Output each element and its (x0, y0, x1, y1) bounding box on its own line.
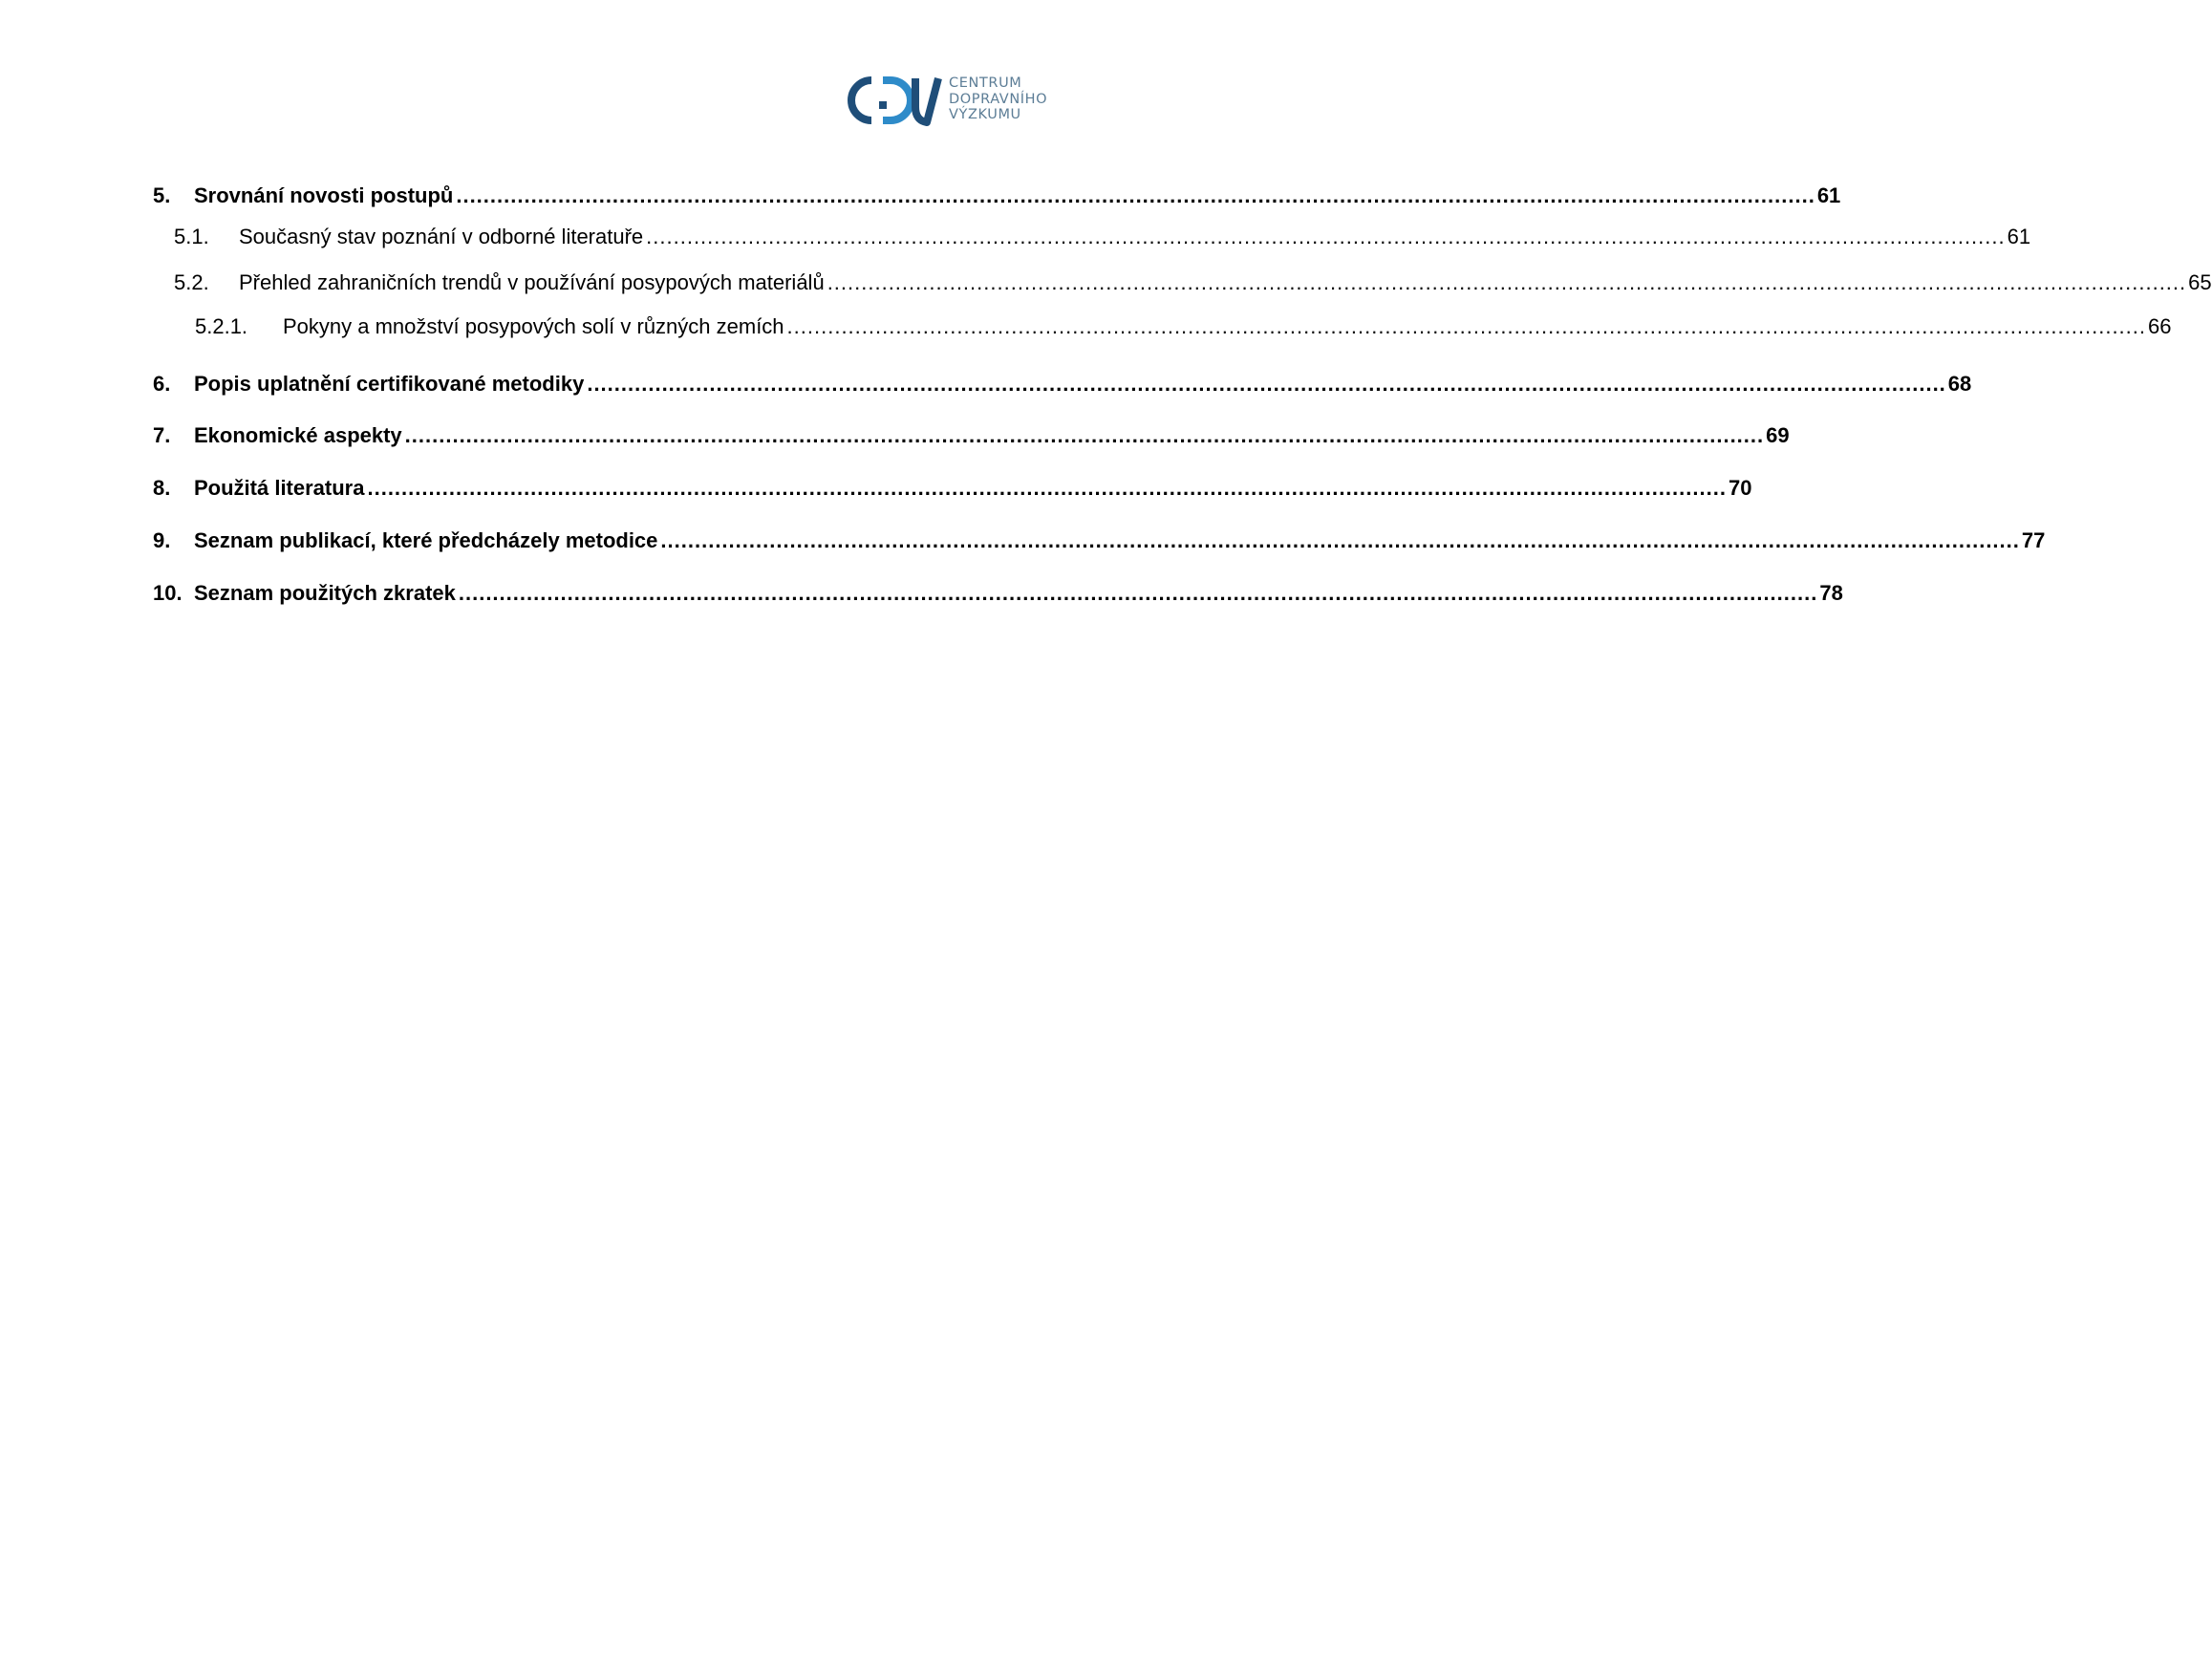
toc-entry-6[interactable] (153, 370, 1972, 398)
toc-title: Srovnání novosti postupů (194, 183, 454, 207)
toc-entry-5[interactable] (153, 182, 1841, 210)
toc-title: Použitá literatura (194, 476, 365, 500)
toc-title-line (194, 421, 1790, 450)
toc-leader-dots: ........................................................................................................................................................................................................ (458, 581, 1818, 605)
toc-number: 7. (153, 423, 171, 447)
logo-line-1: CENTRUM (949, 75, 1022, 91)
toc-page-number: 66 (2148, 314, 2172, 338)
cdv-logo-mark (847, 75, 942, 126)
toc-title: Seznam použitých zkratek (194, 581, 456, 605)
toc-number: 5.1. (174, 225, 209, 248)
toc-page-number: 78 (1819, 581, 1843, 605)
toc-number: 6. (153, 372, 171, 396)
toc-title-line (194, 579, 1843, 608)
toc-number: 9. (153, 528, 171, 552)
toc-leader-dots: ........................................................................................................................................................................................................ (660, 528, 2020, 552)
toc-number: 8. (153, 476, 171, 500)
toc-title: Současný stav poznání v odborné literatuře (239, 225, 644, 248)
toc-leader-dots: ........................................................................................................................................................................................................ (404, 423, 1765, 447)
toc-leader-dots: ........................................................................................................................................................................................................ (456, 183, 1815, 207)
toc-title-line (194, 474, 1752, 503)
toc-entry-5-1[interactable] (153, 223, 2031, 251)
toc-entry-10[interactable] (153, 579, 1843, 608)
toc-number: 5.2.1. (195, 314, 248, 338)
toc-page-number: 77 (2021, 528, 2046, 552)
toc-number: 5.2. (174, 270, 209, 294)
toc-title: Pokyny a množství posypových solí v různých zemích (283, 314, 784, 338)
toc-title-line (239, 223, 2031, 251)
toc-leader-dots: ........................................................................................................................................................................................................ (367, 476, 1727, 500)
toc-leader-dots: ........................................................................................................................................................................................................ (827, 270, 2187, 294)
toc-page-number: 61 (1816, 183, 1841, 207)
toc-title-line (283, 312, 2172, 341)
logo-line-2: DOPRAVNÍHO (949, 91, 1048, 107)
toc-title: Ekonomické aspekty (194, 423, 402, 447)
toc-number: 10. (153, 581, 183, 605)
toc-page-number: 70 (1728, 476, 1752, 500)
toc-title-line (239, 269, 2212, 297)
toc-page-number: 61 (2007, 225, 2031, 248)
toc-title: Seznam publikací, které předcházely metodice (194, 528, 658, 552)
toc-title-line (194, 182, 1841, 210)
toc-entry-5-2-1[interactable] (153, 312, 2172, 341)
toc-title: Přehled zahraničních trendů v používání posypových materiálů (239, 270, 825, 294)
toc-leader-dots: ........................................................................................................................................................................................................ (646, 225, 2006, 248)
toc-number: 5. (153, 183, 171, 207)
toc-title-line (194, 370, 1972, 398)
toc-entry-8[interactable] (153, 474, 1752, 503)
toc-page-number: 69 (1766, 423, 1790, 447)
toc-entry-7[interactable] (153, 421, 1790, 450)
logo-text (949, 75, 1047, 123)
toc-page-number: 68 (1947, 372, 1972, 396)
toc-leader-dots: ........................................................................................................................................................................................................ (786, 314, 2147, 338)
toc-leader-dots: ........................................................................................................................................................................................................ (587, 372, 1946, 396)
toc-entry-5-2[interactable] (153, 269, 2212, 297)
toc-page-number: 65 (2188, 270, 2212, 294)
toc-entry-9[interactable] (153, 527, 2046, 555)
logo-line-3: VÝZKUMU (949, 107, 1021, 122)
toc-title-line (194, 527, 2046, 555)
cdv-logo (847, 73, 1076, 128)
toc-title: Popis uplatnění certifikované metodiky (194, 372, 585, 396)
